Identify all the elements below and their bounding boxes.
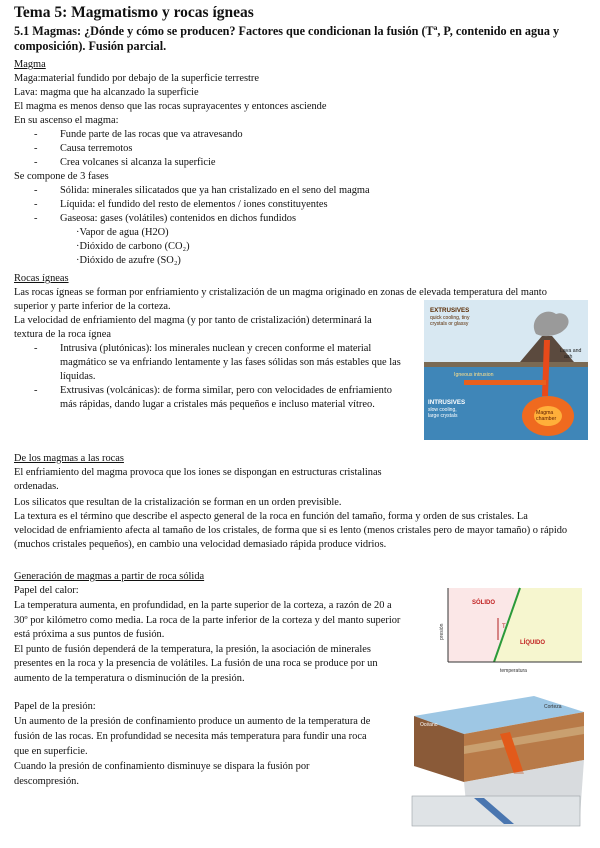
generation-heading: Generación de magmas a partir de roca sólida [14, 571, 205, 582]
bullet-marker: - [34, 199, 38, 210]
from-magmas-line: (muchos cristales pequeños), en cambio una velocidad demasiado rápida produce vidrios. [14, 539, 387, 550]
phase-diagram [434, 584, 586, 676]
from-magmas-line: El enfriamiento del magma provoca que los iones se dispongan en estructuras cristalinas [14, 467, 382, 478]
igneous-text-line: superior y parte inferior de la corteza. [14, 301, 171, 312]
intrusive-text: Intrusiva (plutónicas): los minerales nuclean y crecen conforme el material [60, 343, 372, 354]
extrusive-desc: crystals or glassy [430, 321, 469, 327]
pressure-text-line: que en superficie. [14, 746, 88, 757]
ocean-label: Océano [420, 722, 438, 728]
bullet-marker: - [34, 343, 38, 354]
heat-text-line: aumento de la temperatura o disminución de la presión. [14, 673, 245, 684]
section-heading-line2: composición). Fusión parcial. [14, 39, 167, 53]
ascent-item: Crea volcanes si alcanza la superficie [60, 157, 216, 168]
from-magmas-heading: De los magmas a las rocas [14, 453, 124, 464]
from-magmas-line: velocidad de enfriamiento afecta al tamaño de los cristales, de forma que si es lento (menos cristales pero de mayor tamaño) o rápido [14, 525, 568, 536]
subduction-block-figure [404, 686, 588, 830]
igneous-text-line: La velocidad de enfriamiento del magma (y por tanto de cristalización) determinará la [14, 315, 372, 326]
extrusive-text: Extrusivas (volcánicas): de forma similar, pero con velocidades de enfriamiento [60, 385, 392, 396]
chamber-label: chamber [536, 416, 557, 422]
liquid-label: LÍQUIDO [520, 640, 545, 646]
igneous-text-line: textura de la roca ígnea [14, 329, 111, 340]
igneous-text-line: Las rocas ígneas se forman por enfriamiento y cristalización de un magma originado en zonas de elevada temperatura del manto [14, 287, 547, 298]
heat-text-line: La temperatura aumenta, en profundidad, en la parte superior de la corteza, a razón de 20 a [14, 600, 392, 611]
phase-item: Gaseosa: gases (volátiles) contenidos en dichos fundidos [60, 213, 297, 224]
gas-item: ·Dióxido de carbono (CO₂) [76, 241, 190, 252]
heat-text-line: presentes en la roca y la presencia de volátiles. La fusión de una roca se produce por un [14, 658, 378, 669]
intrusive-text: líquidas. [60, 371, 96, 382]
crust-label: Corteza [544, 704, 562, 710]
from-magmas-line: ordenadas. [14, 481, 59, 492]
heat-text-line: El punto de fusión dependerá de la temperatura, la presión, la asociación de minerales [14, 644, 371, 655]
ascent-item: Causa terremotos [60, 143, 133, 154]
pressure-text-line: Un aumento de la presión de confinamiento produce un aumento de la temperatura de [14, 716, 371, 727]
phase-item: Líquida: el fundido del resto de elementos / iones constituyentes [60, 199, 328, 210]
from-magmas-line: Los silicatos que resultan de la cristalización se forman en un orden previsible. [14, 497, 342, 508]
volcano-cross-section-figure [424, 300, 588, 440]
igneous-heading: Rocas ígneas [14, 273, 69, 284]
bullet-marker: - [34, 129, 38, 140]
bullet-marker: - [34, 143, 38, 154]
igneous-intrusion-sill [464, 380, 546, 385]
pressure-role-title: Papel de la presión: [14, 701, 96, 712]
phases-intro: Se compone de 3 fases [14, 171, 109, 182]
pressure-text-line: fusión de las rocas. En profundidad se necesita más temperatura para fundir una roca [14, 731, 367, 742]
subduction-diagram [404, 686, 588, 830]
heat-text-line: 30º por kilómetro como media. La roca de la parte inferior de la corteza y del manto superior [14, 615, 401, 626]
heat-role-title: Papel del calor: [14, 585, 79, 596]
bullet-marker: - [34, 157, 38, 168]
page-title: Tema 5: Magmatismo y rocas ígneas [14, 4, 254, 21]
gas-item: ·Dióxido de azufre (SO₂) [76, 255, 181, 266]
lava-label: ash [564, 354, 573, 360]
lava-definition: Lava: magma que ha alcanzado la superficie [14, 87, 199, 98]
phase-item: Sólida: minerales silicatados que ya han cristalizado en el seno del magma [60, 185, 370, 196]
intrusive-label: INTRUSIVES [428, 399, 466, 406]
solid-label: SÓLIDO [472, 600, 496, 606]
intrusion-label: Igneous intrusion [454, 372, 494, 378]
bullet-marker: - [34, 185, 38, 196]
y-axis-label: presión [439, 623, 445, 640]
magma-density-text: El magma es menos denso que las rocas suprayacentes y entonces asciende [14, 101, 327, 112]
intrusive-desc: slow cooling, [428, 407, 457, 413]
extrusive-text: más rápidas, dando lugar a cristales más pequeños e incluso material vítreo. [60, 399, 375, 410]
ground-surface [424, 362, 588, 367]
extrusive-desc: quick cooling, tiny [430, 315, 470, 321]
x-axis-label: temperatura [500, 668, 527, 674]
extrusive-label: EXTRUSIVES [430, 307, 470, 314]
chamber-label: Magma [536, 410, 554, 416]
phase-diagram-figure [434, 584, 586, 676]
lava-label: Lava and [560, 348, 582, 354]
pressure-text-line: descompresión. [14, 776, 79, 787]
from-magmas-line: La textura es el término que describe el aspecto general de la roca en función del tamaño, forma y orden de sus cristales. La [14, 511, 528, 522]
volcano-diagram [424, 300, 588, 440]
section-heading-line1: 5.1 Magmas: ¿Dónde y cómo se producen? Factores que condicionan la fusión (Tª, P, contenido en agua y [14, 24, 560, 38]
temperature-arrow-label: T [502, 624, 506, 630]
heat-text-line: está próxima a sus puntos de fusión. [14, 629, 165, 640]
pressure-text-line: Cuando la presión de confinamiento disminuye se dispara la fusión por [14, 761, 310, 772]
intrusive-desc: large crystals [428, 413, 458, 419]
bullet-marker: - [34, 385, 38, 396]
magma-ascent-intro: En su ascenso el magma: [14, 115, 119, 126]
gas-item: ·Vapor de agua (H2O) [76, 227, 169, 238]
magma-heading: Magma [14, 59, 46, 70]
ascent-item: Funde parte de las rocas que va atravesando [60, 129, 243, 140]
bullet-marker: - [34, 213, 38, 224]
magma-definition: Maga:material fundido por debajo de la superficie terrestre [14, 73, 259, 84]
intrusive-text: magmático se va enfriando lentamente y las fases sólidas son más estables que las [60, 357, 401, 368]
